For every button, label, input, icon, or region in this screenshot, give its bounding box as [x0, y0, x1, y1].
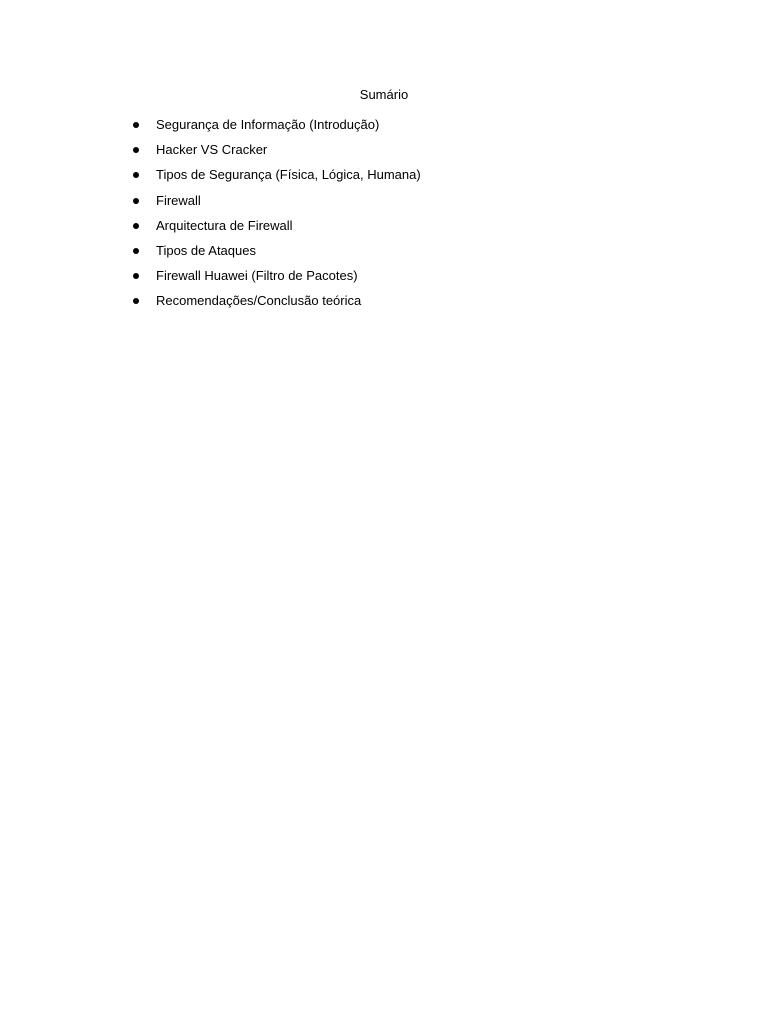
bullet-icon	[133, 223, 139, 229]
list-item-text: Tipos de Ataques	[156, 242, 256, 258]
list-item-text: Recomendações/Conclusão teórica	[156, 293, 362, 309]
list-item-text: Segurança de Informação (Introdução)	[156, 117, 380, 132]
bullet-icon	[133, 172, 139, 178]
bullet-icon	[133, 298, 139, 304]
bullet-icon	[133, 198, 139, 204]
list-item-text: Arquitectura de Firewall	[156, 217, 293, 233]
list-item-text: Tipos de Segurança (Física, Lógica, Humana)	[156, 167, 421, 183]
list-item-text: Hacker VS Cracker	[156, 142, 268, 158]
bullet-icon	[133, 273, 139, 279]
list-item-text: Firewall	[156, 192, 201, 208]
page-title: Sumário	[359, 87, 409, 102]
bullet-icon	[133, 147, 139, 153]
bullet-icon	[133, 122, 139, 128]
list-item-text: Firewall Huawei (Filtro de Pacotes)	[156, 268, 358, 284]
bullet-icon	[133, 248, 139, 254]
